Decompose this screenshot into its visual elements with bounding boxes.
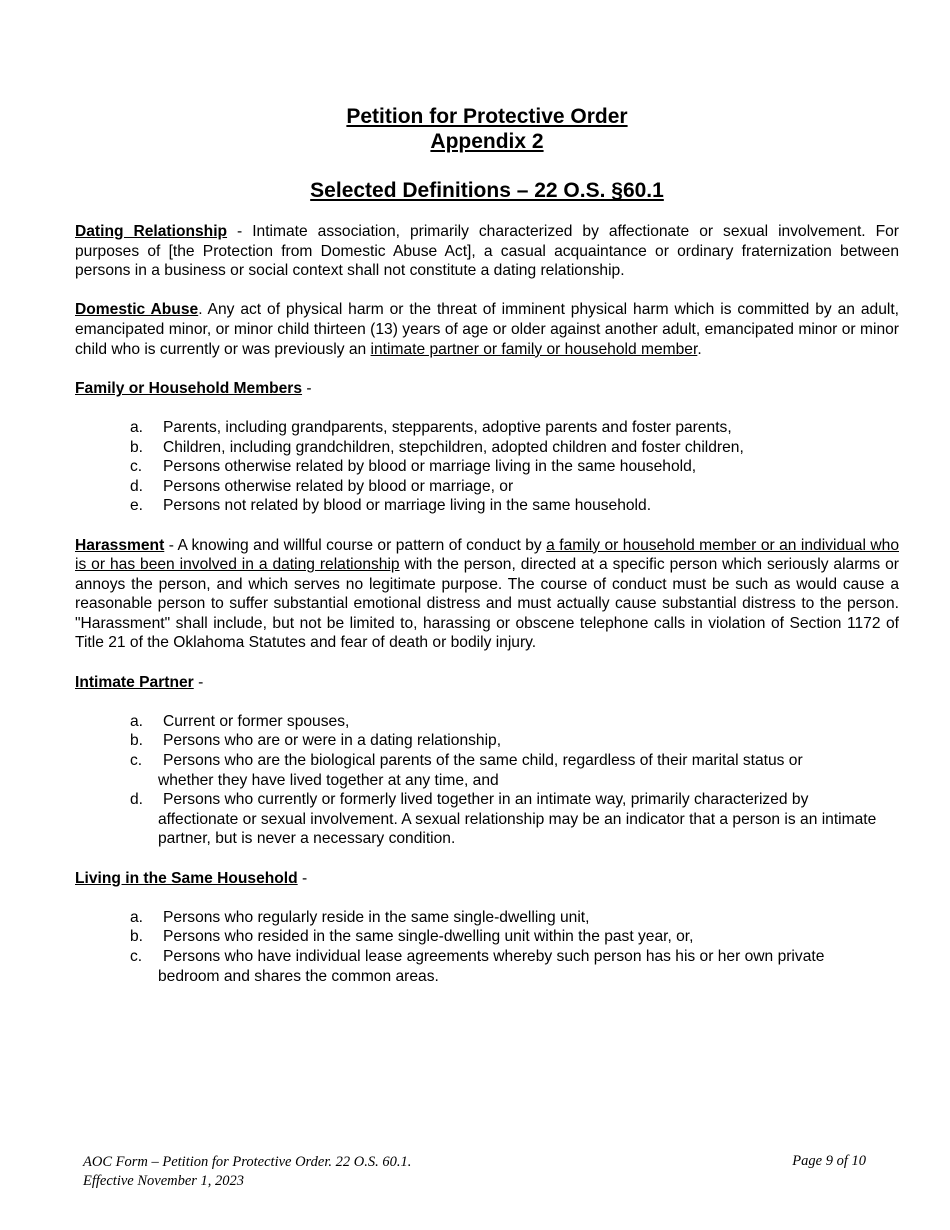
definition-text: - Intimate association, primarily characterized by affectionate or sexual involvement. For purposes of [the Protection from Domestic Abuse Act], a casual acquaintance or ordinary fraternization between persons in a business or social context shall not constitute a dating relationship. [75, 223, 899, 280]
page-number: Page 9 of 10 [792, 1153, 866, 1169]
list-item: a. Parents, including grandparents, stepparents, adoptive parents and foster parents, [130, 418, 732, 436]
document-page [75, 104, 899, 986]
document-title: Petition for Protective Order [346, 105, 628, 128]
term-dating-relationship: Dating Relationship [75, 223, 228, 240]
footer-effective-date: Effective November 1, 2023 [83, 1173, 245, 1189]
footer-form-name: AOC Form – Petition for Protective Order. 22 O.S. 60.1. [83, 1154, 412, 1170]
section-title: Selected Definitions – 22 O.S. §60.1 [310, 179, 664, 202]
definition-underlined-text: intimate partner or family or household member [370, 340, 698, 358]
list-item: c. Persons who are the biological parents of the same child, regardless of their marital status or whether they have lived together at any time, and [130, 752, 803, 789]
title-block [75, 104, 899, 203]
list-item: a. Current or former spouses, [130, 712, 350, 730]
list-item: d. Persons otherwise related by blood or marriage, or [130, 477, 514, 495]
intimate-partner-list [75, 712, 899, 849]
definition-text: . Any act of physical harm or the threat of imminent physical harm which is committed by an adult, emancipated minor, or minor child thirteen (13) years of age or older against another adult, emancipated minor or minor child who is currently or was previously an [75, 301, 900, 358]
definition-domestic-abuse: Domestic Abuse. Any act of physical harm or the threat of imminent physical harm which is committed by an adult, emancipated minor, or minor child thirteen (13) years of age or older against another adult, emancipated minor or minor child who is currently or was previously an intimate partner or family or household member. [75, 301, 900, 358]
definition-dating-relationship [75, 222, 899, 281]
term-living-same-household: Living in the Same Household [75, 869, 298, 887]
definition-family-household: Family or Household Members - [75, 379, 312, 397]
term-intimate-partner: Intimate Partner [75, 673, 194, 691]
list-item: e. Persons not related by blood or marriage living in the same household. [130, 497, 652, 515]
list-item: b. Persons who resided in the same single-dwelling unit within the past year, or, [130, 928, 694, 946]
term-family-household: Family or Household Members [75, 379, 303, 397]
footer-form-info [83, 1153, 411, 1191]
term-domestic-abuse: Domestic Abuse [75, 301, 199, 319]
term-harassment: Harassment [75, 536, 165, 554]
list-item: c. Persons otherwise related by blood or marriage living in the same household, [130, 458, 697, 476]
definition-underlined-text: a family or household member or an individual who is or has been involved in a dating relationship [75, 536, 899, 574]
list-item: b. Persons who are or were in a dating relationship, [130, 732, 502, 750]
family-household-list [75, 418, 899, 516]
definition-living-same-household: Living in the Same Household - [75, 869, 308, 887]
living-household-list [75, 908, 899, 986]
document-subtitle: Appendix 2 [430, 130, 544, 153]
list-item: c. Persons who have individual lease agreements whereby such person has his or her own private bedroom and shares the common areas. [130, 947, 825, 985]
definition-harassment: Harassment - A knowing and willful course or pattern of conduct by a family or household member or an individual who is or has been involved in a dating relationship with the person, directed at a specific person which seriously alarms or annoys the person, and which serves no legitimate purpose. The course of conduct must be such as would cause a reasonable person to suffer substantial emotional distress and must actually cause substantial distress to the person. "Harassment" shall include, but not be limited to, harassing or obscene telephone calls in violation of Section 1172 of Title 21 of the Oklahoma Statutes and fear of death or bodily injury. [75, 536, 899, 652]
list-item: a. Persons who regularly reside in the same single-dwelling unit, [130, 908, 590, 926]
list-item: b. Children, including grandchildren, stepchildren, adopted children and foster children, [130, 438, 744, 456]
list-item: d. Persons who currently or formerly lived together in an intimate way, primarily characterized by affectionate or sexual involvement. A sexual relationship may be an indicator that a person is an intimate partner, but is never a necessary condition. [130, 791, 877, 848]
definition-intimate-partner: Intimate Partner - [75, 673, 204, 691]
